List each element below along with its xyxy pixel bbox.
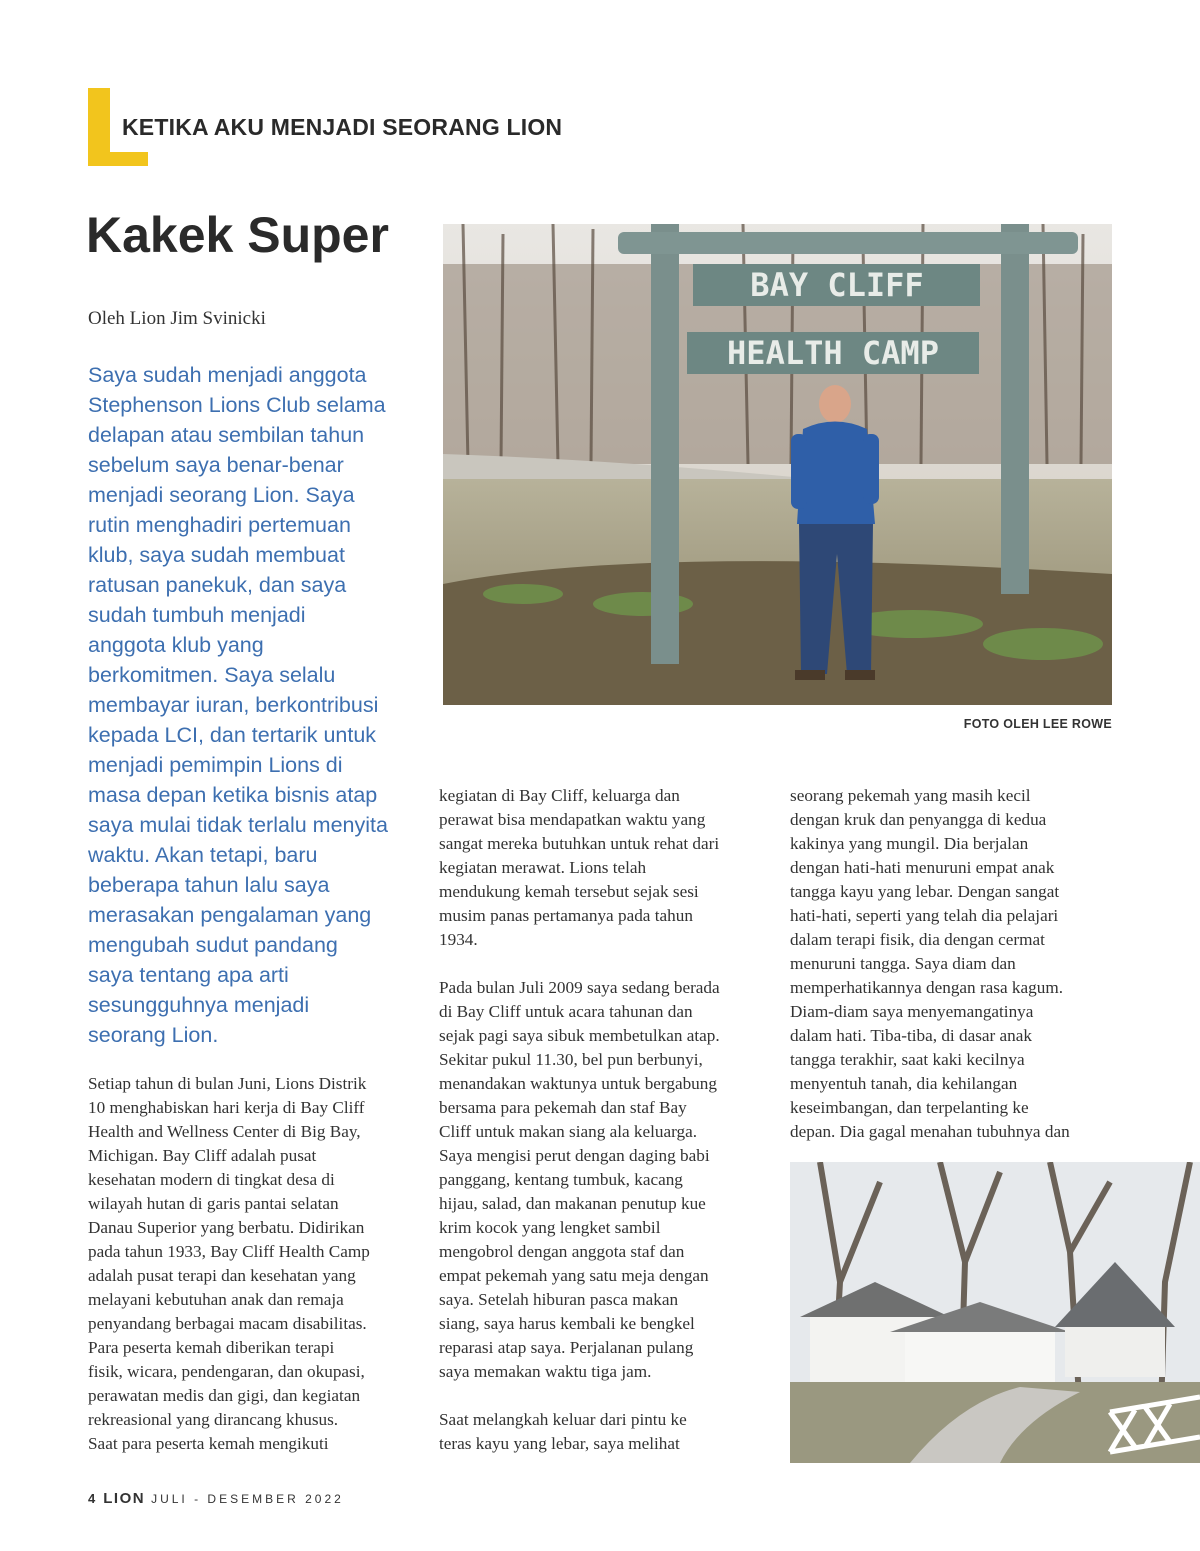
col3-line: dengan hati-hati menuruni empat anak (790, 858, 1055, 877)
col2-line: kegiatan merawat. Lions telah (439, 858, 647, 877)
col2-line: menandakan waktunya untuk bergabung (439, 1074, 717, 1093)
col2-line: perawat bisa mendapatkan waktu yang (439, 810, 706, 829)
lead-line: Stephenson Lions Club selama (88, 393, 386, 417)
col2-line: bersama para pekemah dan staf Bay (439, 1098, 687, 1117)
lead-line: saya tentang apa arti (88, 963, 289, 987)
col3-line: kakinya yang mungil. Dia berjalan (790, 834, 1029, 853)
sign-text-2: HEALTH CAMP (727, 334, 939, 372)
body-column-1 (88, 1072, 408, 1456)
col1-line: melayani kebutuhan anak dan remaja (88, 1290, 344, 1309)
col2-line: Cliff untuk makan siang ala keluarga. (439, 1122, 698, 1141)
lead-paragraph (88, 360, 418, 1050)
col1-line: pada tahun 1933, Bay Cliff Health Camp (88, 1242, 370, 1261)
col2-line: Saat melangkah keluar dari pintu ke (439, 1410, 687, 1429)
col1-line: penyandang berbagai macam disabilitas. (88, 1314, 367, 1333)
paragraph-gap (439, 1384, 769, 1408)
body-column-3 (790, 784, 1120, 1144)
col2-line: saya memakan waktu tiga jam. (439, 1362, 652, 1381)
col2-line: teras kayu yang lebar, saya melihat (439, 1434, 680, 1453)
lead-line: waktu. Akan tetapi, baru (88, 843, 318, 867)
col1-line: kesehatan modern di tingkat desa di (88, 1170, 335, 1189)
photo-caption: FOTO OLEH LEE ROWE (963, 717, 1112, 731)
lead-line: klub, saya sudah membuat (88, 543, 345, 567)
lead-line: anggota klub yang (88, 633, 264, 657)
body-column-2 (439, 784, 769, 1456)
lead-line: berkomitmen. Saya selalu (88, 663, 336, 687)
lead-line: Saya sudah menjadi anggota (88, 363, 367, 387)
lead-line: sudah tumbuh menjadi (88, 603, 306, 627)
col2-line: saya. Setelah hiburan pasca makan (439, 1290, 679, 1309)
col2-line: panggang, kentang tumbuk, kacang (439, 1170, 683, 1189)
byline: Oleh Lion Jim Svinicki (88, 308, 266, 329)
col2-line: mengobrol dengan anggota staf dan (439, 1242, 685, 1261)
photo-camp-buildings (790, 1162, 1200, 1463)
col3-line: menyentuh tanah, dia kehilangan (790, 1074, 1018, 1093)
col3-line: Diam-diam saya menyemangatinya (790, 1002, 1034, 1021)
col2-line: hijau, salad, dan makanan penutup kue (439, 1194, 706, 1213)
magazine-name: LION (103, 1490, 146, 1507)
col2-line: 1934. (439, 930, 478, 949)
lead-line: beberapa tahun lalu saya (88, 873, 330, 897)
lead-line: masa depan ketika bisnis atap (88, 783, 378, 807)
col2-line: kegiatan di Bay Cliff, keluarga dan (439, 786, 680, 805)
col1-line: fisik, wicara, pendengaran, dan okupasi, (88, 1362, 365, 1381)
col3-line: tangga kayu yang lebar. Dengan sangat (790, 882, 1060, 901)
col2-line: musim panas pertamanya pada tahun (439, 906, 693, 925)
col1-line: perawatan medis dan gigi, dan kegiatan (88, 1386, 361, 1405)
col2-line: krim kocok yang lengket sambil (439, 1218, 661, 1237)
col1-line: rekreasional yang dirancang khusus. (88, 1410, 339, 1429)
page-footer (88, 1490, 344, 1508)
col2-line: Pada bulan Juli 2009 saya sedang berada (439, 978, 720, 997)
sign-text-1: BAY CLIFF (750, 266, 924, 304)
col2-line: sangat mereka butuhkan untuk rehat dari (439, 834, 720, 853)
col1-line: 10 menghabiskan hari kerja di Bay Cliff (88, 1098, 365, 1117)
col2-line: di Bay Cliff untuk acara tahunan dan (439, 1002, 693, 1021)
lead-line: membayar iuran, berkontribusi (88, 693, 379, 717)
col1-line: Saat para peserta kemah mengikuti (88, 1434, 329, 1453)
col1-line: wilayah hutan di garis pantai selatan (88, 1194, 339, 1213)
photo-bay-cliff-sign (443, 224, 1112, 705)
col2-line: Sekitar pukul 11.30, bel pun berbunyi, (439, 1050, 703, 1069)
col3-line: seorang pekemah yang masih kecil (790, 786, 1031, 805)
col3-line: tangga terakhir, saat kaki kecilnya (790, 1050, 1025, 1069)
lead-line: menjadi pemimpin Lions di (88, 753, 343, 777)
lead-line: kepada LCI, dan tertarik untuk (88, 723, 377, 747)
col3-line: hati-hati, seperti yang telah dia pelajari (790, 906, 1059, 925)
col1-line: Setiap tahun di bulan Juni, Lions Distrik (88, 1074, 367, 1093)
col3-line: depan. Dia gagal menahan tubuhnya dan (790, 1122, 1070, 1141)
col2-line: reparasi atap saya. Perjalanan pulang (439, 1338, 694, 1357)
col1-line: Michigan. Bay Cliff adalah pusat (88, 1146, 317, 1165)
col3-line: menuruni tangga. Saya diam dan (790, 954, 1016, 973)
col2-line: mendukung kemah tersebut sejak sesi (439, 882, 699, 901)
col2-line: Saya mengisi perut dengan daging babi (439, 1146, 710, 1165)
col1-line: Health and Wellness Center di Big Bay, (88, 1122, 361, 1141)
col3-line: dalam terapi fisik, dia dengan cermat (790, 930, 1045, 949)
lead-line: ratusan panekuk, dan saya (88, 573, 347, 597)
col3-line: dalam hati. Tiba-tiba, di dasar anak (790, 1026, 1033, 1045)
paragraph-gap (439, 952, 769, 976)
lead-line: sesungguhnya menjadi (88, 993, 310, 1017)
col3-line: dengan kruk dan penyangga di kedua (790, 810, 1047, 829)
col3-line: memperhatikannya dengan rasa kagum. (790, 978, 1063, 997)
lead-line: sebelum saya benar-benar (88, 453, 344, 477)
col3-line: keseimbangan, dan terpelanting ke (790, 1098, 1029, 1117)
article-title: Kakek Super (86, 207, 389, 263)
lead-line: rutin menghadiri pertemuan (88, 513, 351, 537)
col2-line: sejak pagi saya sibuk membetulkan atap. (439, 1026, 720, 1045)
col2-line: siang, saya harus kembali ke bengkel (439, 1314, 695, 1333)
lead-line: mengubah sudut pandang (88, 933, 338, 957)
lead-line: seorang Lion. (88, 1023, 219, 1047)
page-number: 4 (88, 1491, 96, 1506)
col2-line: empat pekemah yang satu meja dengan (439, 1266, 709, 1285)
lead-line: merasakan pengalaman yang (88, 903, 372, 927)
lead-line: delapan atau sembilan tahun (88, 423, 365, 447)
lead-line: menjadi seorang Lion. Saya (88, 483, 355, 507)
col1-line: Danau Superior yang berbatu. Didirikan (88, 1218, 365, 1237)
lead-line: saya mulai tidak terlalu menyita (88, 813, 388, 837)
col1-line: adalah pusat terapi dan kesehatan yang (88, 1266, 356, 1285)
section-title: KETIKA AKU MENJADI SEORANG LION (122, 114, 563, 140)
col1-line: Para peserta kemah diberikan terapi (88, 1338, 335, 1357)
issue-date: JULI - DESEMBER 2022 (151, 1492, 344, 1506)
